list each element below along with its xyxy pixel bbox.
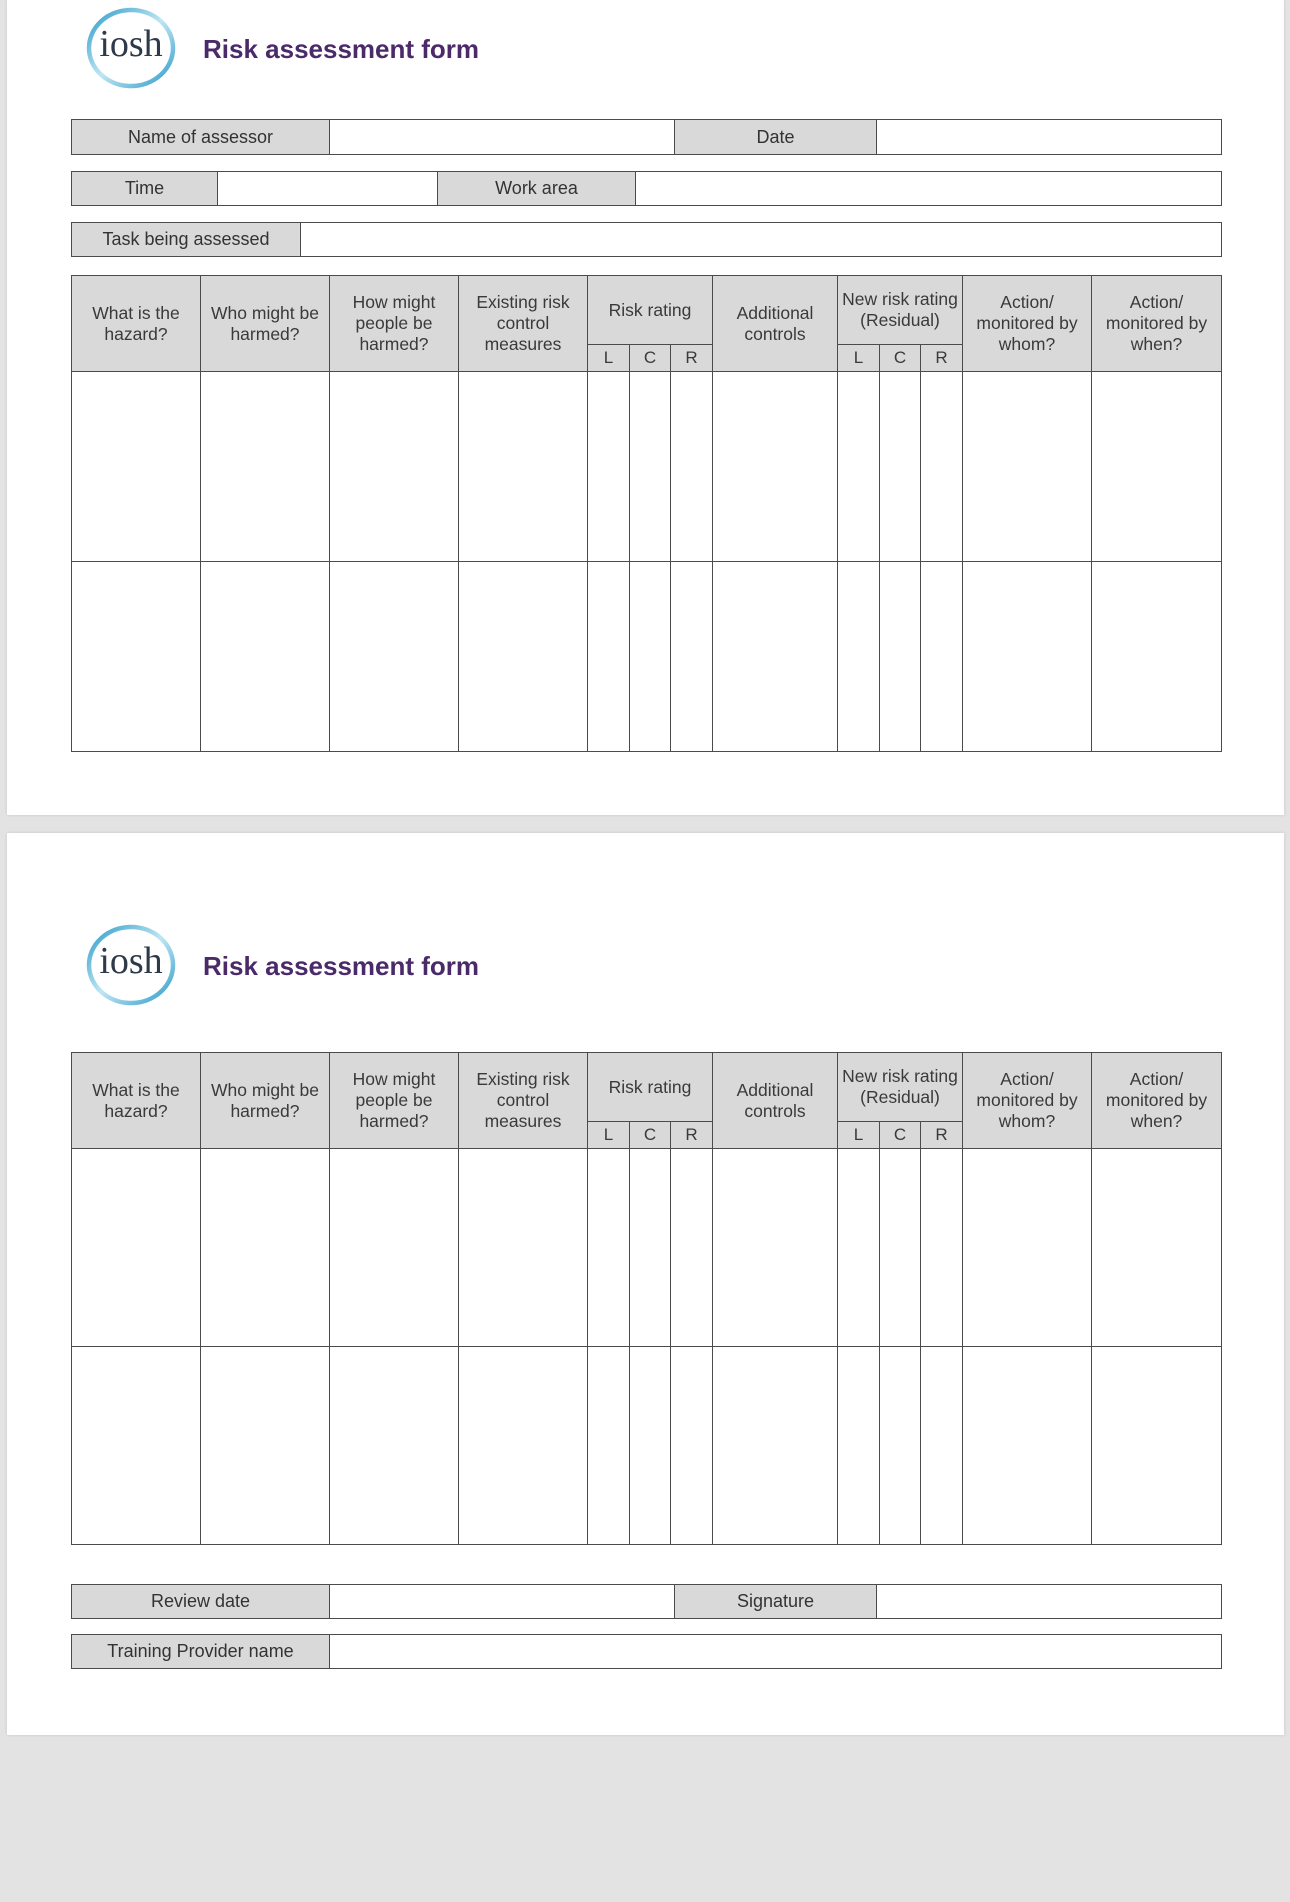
table-cell[interactable]: [72, 562, 201, 752]
table-cell[interactable]: [330, 372, 459, 562]
page-title: Risk assessment form: [203, 951, 480, 981]
training-provider-table: [71, 1634, 1222, 1669]
date-label: Date: [675, 120, 877, 155]
table-cell[interactable]: [921, 562, 963, 752]
header-risk-rating: Risk rating: [588, 1053, 713, 1122]
training-provider-label: Training Provider name: [72, 1635, 330, 1669]
table-cell[interactable]: [588, 1347, 630, 1545]
table-cell[interactable]: [201, 1149, 330, 1347]
signature-label: Signature: [675, 1585, 877, 1619]
table-cell[interactable]: [459, 1149, 588, 1347]
review-signature-table: [71, 1584, 1222, 1619]
header-hazard: What is the hazard?: [72, 276, 201, 372]
table-cell[interactable]: [963, 1347, 1092, 1545]
header-additional-controls: Additional controls: [713, 1053, 838, 1149]
form-page-2: [7, 833, 1284, 1735]
table-cell[interactable]: [838, 1149, 880, 1347]
new-risk-rating-l: L: [838, 1122, 880, 1149]
risk-rating-c: C: [630, 345, 671, 372]
form-page-1: [7, 0, 1284, 815]
table-cell[interactable]: [630, 372, 671, 562]
table-cell[interactable]: [671, 372, 713, 562]
table-row: [72, 372, 1222, 562]
header-new-risk-rating: New risk rating (Residual): [838, 1053, 963, 1122]
table-cell[interactable]: [330, 562, 459, 752]
table-cell[interactable]: [459, 1347, 588, 1545]
table-cell[interactable]: [671, 562, 713, 752]
table-cell[interactable]: [713, 562, 838, 752]
table-cell[interactable]: [880, 372, 921, 562]
task-field[interactable]: [301, 223, 1222, 257]
table-cell[interactable]: [671, 1149, 713, 1347]
table-cell[interactable]: [330, 1347, 459, 1545]
table-cell[interactable]: [201, 372, 330, 562]
table-row: [72, 562, 1222, 752]
table-cell[interactable]: [963, 562, 1092, 752]
svg-text:iosh: iosh: [99, 23, 163, 65]
task-label: Task being assessed: [72, 223, 301, 257]
table-cell[interactable]: [838, 1347, 880, 1545]
table-cell[interactable]: [671, 1347, 713, 1545]
table-cell[interactable]: [630, 1149, 671, 1347]
time-work-area-table: [71, 171, 1222, 206]
header-action-when: Action/ monitored by when?: [1092, 1053, 1222, 1149]
new-risk-rating-l: L: [838, 345, 880, 372]
assessor-date-table: [71, 119, 1222, 155]
table-cell[interactable]: [838, 562, 880, 752]
review-date-field[interactable]: [330, 1585, 675, 1619]
page-title: Risk assessment form: [203, 34, 480, 64]
work-area-label: Work area: [438, 172, 636, 206]
risk-rating-l: L: [588, 1122, 630, 1149]
table-cell[interactable]: [630, 562, 671, 752]
table-cell[interactable]: [921, 1149, 963, 1347]
table-cell[interactable]: [72, 372, 201, 562]
table-cell[interactable]: [72, 1347, 201, 1545]
table-cell[interactable]: [201, 562, 330, 752]
table-cell[interactable]: [838, 372, 880, 562]
header-action-when: Action/ monitored by when?: [1092, 276, 1222, 372]
training-provider-field[interactable]: [330, 1635, 1222, 1669]
table-cell[interactable]: [1092, 1149, 1222, 1347]
table-cell[interactable]: [713, 372, 838, 562]
table-cell[interactable]: [921, 1347, 963, 1545]
table-cell[interactable]: [1092, 562, 1222, 752]
work-area-field[interactable]: [636, 172, 1222, 206]
risk-rating-r: R: [671, 345, 713, 372]
time-label: Time: [72, 172, 218, 206]
risk-table: [71, 275, 1222, 752]
header-how-harmed: How might people be harmed?: [330, 276, 459, 372]
table-row: [72, 1347, 1222, 1545]
header-how-harmed: How might people be harmed?: [330, 1053, 459, 1149]
time-field[interactable]: [218, 172, 438, 206]
header-risk-rating: Risk rating: [588, 276, 713, 345]
table-cell[interactable]: [630, 1347, 671, 1545]
svg-text:iosh: iosh: [99, 940, 163, 982]
header-existing-controls: Existing risk control measures: [459, 1053, 588, 1149]
task-table: [71, 222, 1222, 257]
table-cell[interactable]: [963, 1149, 1092, 1347]
date-field[interactable]: [877, 120, 1222, 155]
iosh-logo: [83, 6, 179, 90]
header-hazard: What is the hazard?: [72, 1053, 201, 1149]
table-cell[interactable]: [880, 1347, 921, 1545]
table-cell[interactable]: [459, 372, 588, 562]
table-cell[interactable]: [588, 1149, 630, 1347]
risk-rating-l: L: [588, 345, 630, 372]
table-cell[interactable]: [880, 562, 921, 752]
iosh-logo: [83, 923, 179, 1007]
table-cell[interactable]: [72, 1149, 201, 1347]
header-who-harmed: Who might be harmed?: [201, 276, 330, 372]
new-risk-rating-r: R: [921, 345, 963, 372]
table-row: [72, 1149, 1222, 1347]
table-cell[interactable]: [201, 1347, 330, 1545]
table-cell[interactable]: [588, 562, 630, 752]
signature-field[interactable]: [877, 1585, 1222, 1619]
risk-table: [71, 1052, 1222, 1545]
new-risk-rating-r: R: [921, 1122, 963, 1149]
header-action-whom: Action/ monitored by whom?: [963, 1053, 1092, 1149]
table-cell[interactable]: [713, 1149, 838, 1347]
header-new-risk-rating: New risk rating (Residual): [838, 276, 963, 345]
new-risk-rating-c: C: [880, 1122, 921, 1149]
table-cell[interactable]: [963, 372, 1092, 562]
review-date-label: Review date: [72, 1585, 330, 1619]
risk-rating-r: R: [671, 1122, 713, 1149]
table-cell[interactable]: [588, 372, 630, 562]
table-cell[interactable]: [330, 1149, 459, 1347]
table-cell[interactable]: [459, 562, 588, 752]
table-cell[interactable]: [713, 1347, 838, 1545]
risk-rating-c: C: [630, 1122, 671, 1149]
new-risk-rating-c: C: [880, 345, 921, 372]
table-cell[interactable]: [880, 1149, 921, 1347]
table-cell[interactable]: [1092, 372, 1222, 562]
table-cell[interactable]: [921, 372, 963, 562]
header-action-whom: Action/ monitored by whom?: [963, 276, 1092, 372]
name-of-assessor-label: Name of assessor: [72, 120, 330, 155]
table-cell[interactable]: [1092, 1347, 1222, 1545]
header-additional-controls: Additional controls: [713, 276, 838, 372]
header-who-harmed: Who might be harmed?: [201, 1053, 330, 1149]
name-of-assessor-field[interactable]: [330, 120, 675, 155]
header-existing-controls: Existing risk control measures: [459, 276, 588, 372]
